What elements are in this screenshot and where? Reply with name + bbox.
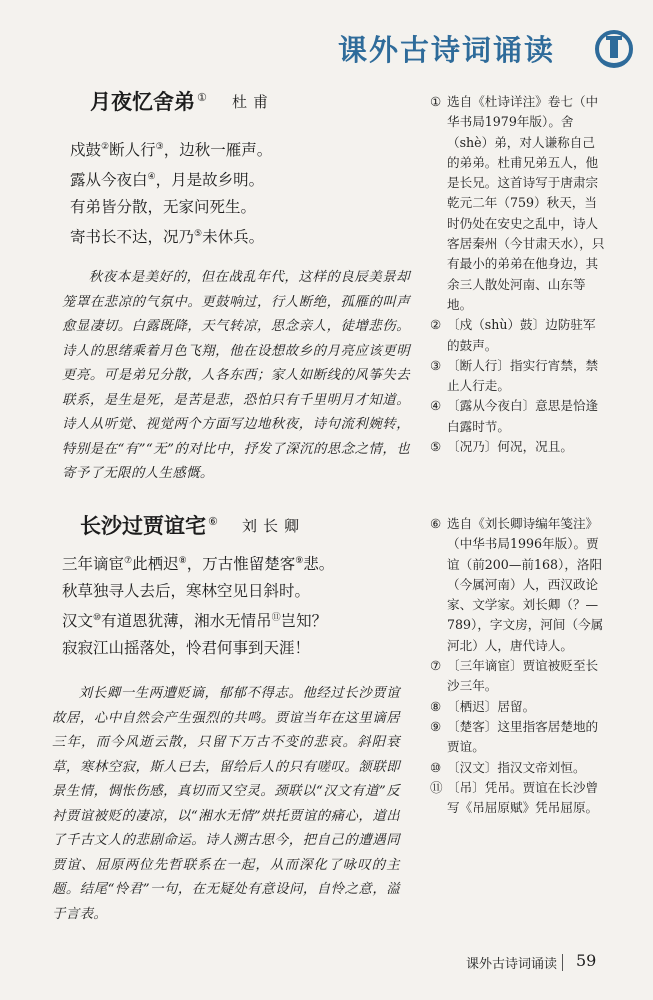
footnote: ① 选自《杜诗详注》卷七（中华书局1979年版）。舍（shè）弟，对人谦称自己的弟弟。杜甫兄弟五人，他是长兄。这首诗写于唐肃宗乾元二年（759）秋天，当时仍处在安史之乱中，诗人客居秦州（今甘肃天水），只有最小的弟弟在他身边，其余三人散处河南、山东等地。: [430, 94, 605, 312]
circled-chapter-mark-icon: [593, 28, 635, 70]
poem1-notes: [430, 92, 606, 457]
footer-divider: [562, 954, 563, 971]
footnote: ⑩ 〔汉文〕指汉文帝刘恒。: [430, 759, 586, 775]
poem1-line: 有弟皆分散，无家问死生。: [70, 198, 257, 217]
poem2-body: [62, 548, 334, 662]
poem1-title: [90, 86, 207, 116]
poem1-body: [70, 134, 272, 251]
poem1-commentary: 秋夜本是美好的，但在战乱年代，这样的良辰美景却笼罩在悲凉的气氛中。更鼓响过，行人断绝，孤雁的叫声愈显凄切。白露既降，天气转凉，思念亲人，徒增悲伤。诗人的思绪乘着月色飞翔，他在设想故乡的月亮应该更明更亮。可是弟兄分散，人各东西；家人如断线的风筝失去联系，是生是死，是苦是悲，恐怕只有千里明月才知道。诗人从听觉、视觉两个方面写边地秋夜，诗句流利婉转，特别是在“有”“无”的对比中，抒发了深沉的思念之情，也寄予了无限的人生感慨。: [62, 270, 410, 481]
footnote: ⑪ 〔吊〕凭吊。贾谊在长沙曾写《吊屈原赋》凭吊屈原。: [430, 779, 599, 816]
footnote: ⑨ 〔楚客〕这里指客居楚地的贾谊。: [430, 718, 599, 755]
footnote: ⑧ 〔栖迟〕居留。: [430, 698, 536, 714]
footer-section-label: 课外古诗词诵读: [465, 957, 557, 972]
page-number: 59: [576, 951, 597, 970]
poem1-title-footnote: ①: [197, 91, 207, 104]
footnote: ⑦ 〔三年谪宦〕贾谊被贬至长沙三年。: [430, 658, 599, 694]
poem1-line: 戍鼓②断人行③，边秋一雁声。: [70, 141, 273, 160]
poem2-title: [80, 510, 218, 540]
poem2-notes: [430, 514, 606, 818]
poem2-line: 三年谪宦⑦此栖迟⑧，万古惟留楚客⑨悲。: [62, 555, 335, 574]
footnote: ② 〔戍（shù）鼓〕边防驻军的鼓声。: [430, 317, 596, 353]
poem2-title-footnote: ⑥: [208, 515, 218, 528]
section-title: 课外古诗词诵读: [337, 33, 555, 67]
poem2-commentary: 刘长卿一生两遭贬谪，郁郁不得志。他经过长沙贾谊故居，心中自然会产生强烈的共鸣。贾谊当年在这里谪居三年，而今风逝云散，只留下万古不变的悲哀。斜阳衰草，寒林空寂，斯人已去，留给后人的只有嗟叹。颔联即景生情，惆怅伤感，真切而又空灵。颈联以“汉文有道”反衬贾谊被贬的凄凉，以“湘水无情”烘托贾谊的痛心，道出了千古文人的悲剧命运。诗人溯古思今，把自己的遭遇同贾谊、屈原两位先哲联系在一起，从而深化了咏叹的主题。结尾“怜君”一句，在无疑处有意设问，自怜之意，溢于言表。: [52, 686, 400, 922]
poem2-title-text: 长沙过贾谊宅: [80, 514, 206, 538]
footnote: ④ 〔露从今夜白〕意思是恰逢白露时节。: [430, 398, 599, 434]
poem1-title-text: 月夜忆舍弟: [90, 90, 195, 114]
footnote: ⑥ 选自《刘长卿诗编年笺注》（中华书局1996年版）。贾谊（前200—前168），洛阳（今属河南）人，西汉政论家、文学家。刘长卿（？—789），字文房，河间（今属河北）人，唐代诗人。: [430, 516, 604, 653]
poem2-line: 汉文⑩有道恩犹薄，湘水无情吊⑪岂知？: [62, 612, 328, 631]
poem2-line: 秋草独寻人去后，寒林空见日斜时。: [62, 582, 311, 601]
poem1-line: 寄书长不达，况乃⑤未休兵。: [70, 228, 265, 247]
poem2-line: 寂寂江山摇落处，怜君何事到天涯！: [62, 639, 311, 658]
poem2-author: 刘长卿: [242, 517, 306, 535]
footnote: ③ 〔断人行〕指实行宵禁，禁止人行走。: [430, 357, 599, 394]
poem1-author: 杜甫: [232, 93, 275, 111]
footnote: ⑤ 〔况乃〕何况，况且。: [430, 439, 573, 455]
poem1-line: 露从今夜白④，月是故乡明。: [70, 171, 265, 190]
